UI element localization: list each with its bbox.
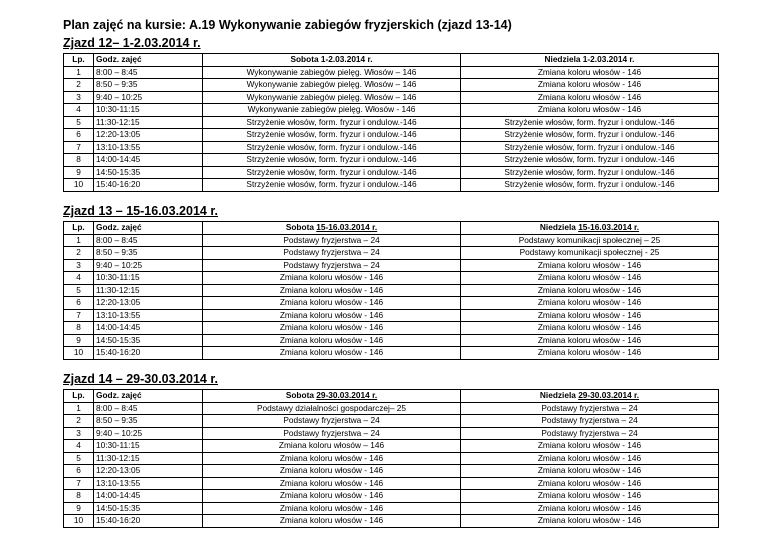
header-saturday-prefix: Sobota (285, 222, 317, 233)
header-sunday (461, 222, 719, 235)
table-row (64, 297, 719, 310)
cell-sunday: Zmiana koloru włosów - 146 (461, 91, 719, 104)
table-row (64, 347, 719, 360)
cell-saturday: Zmiana koloru włosów - 146 (203, 322, 461, 335)
header-sunday: Niedziela 1-2.03.2014 r. (461, 54, 719, 67)
cell-lp: 1 (64, 66, 94, 79)
table-row (64, 427, 719, 440)
table-row (64, 284, 719, 297)
cell-saturday: Podstawy fryzjerstwa – 24 (203, 259, 461, 272)
table-row (64, 440, 719, 453)
header-saturday: Sobota 1-2.03.2014 r. (203, 54, 461, 67)
cell-time: 14:00-14:45 (94, 322, 203, 335)
header-lp: Lp. (64, 222, 94, 235)
cell-saturday: Podstawy fryzjerstwa – 24 (203, 234, 461, 247)
cell-saturday: Zmiana koloru włosów - 146 (203, 297, 461, 310)
table-header-row (64, 222, 719, 235)
cell-lp: 5 (64, 452, 94, 465)
cell-sunday: Strzyżenie włosów, form. fryzur i ondulow.-146 (461, 141, 719, 154)
cell-time: 8:00 – 8:45 (94, 66, 203, 79)
schedule-table-zjazd-14 (63, 389, 719, 528)
cell-sunday: Zmiana koloru włosów - 146 (461, 452, 719, 465)
cell-saturday: Strzyżenie włosów, form. fryzur i ondulow.-146 (203, 116, 461, 129)
cell-lp: 3 (64, 427, 94, 440)
cell-lp: 2 (64, 79, 94, 92)
cell-sunday: Zmiana koloru włosów - 146 (461, 440, 719, 453)
cell-saturday: Podstawy fryzjerstwa – 24 (203, 247, 461, 260)
table-row (64, 465, 719, 478)
cell-lp: 1 (64, 234, 94, 247)
cell-sunday: Strzyżenie włosów, form. fryzur i ondulow.-146 (461, 116, 719, 129)
cell-lp: 9 (64, 502, 94, 515)
cell-saturday: Zmiana koloru włosów - 146 (203, 502, 461, 515)
cell-time: 8:50 – 9:35 (94, 79, 203, 92)
cell-lp: 3 (64, 259, 94, 272)
header-saturday-date: 29-30.03.2014 r. (316, 390, 378, 401)
cell-time: 12:20-13:05 (94, 465, 203, 478)
table-header-row (64, 390, 719, 403)
cell-sunday: Zmiana koloru włosów - 146 (461, 66, 719, 79)
table-row (64, 166, 719, 179)
cell-lp: 8 (64, 490, 94, 503)
cell-sunday: Zmiana koloru włosów - 146 (461, 347, 719, 360)
table-row (64, 129, 719, 142)
header-saturday (203, 390, 461, 403)
cell-lp: 4 (64, 104, 94, 117)
header-lp: Lp. (64, 54, 94, 67)
table-row (64, 104, 719, 117)
cell-time: 14:50-15:35 (94, 334, 203, 347)
table-row (64, 515, 719, 528)
cell-time: 14:00-14:45 (94, 154, 203, 167)
table-row (64, 502, 719, 515)
cell-sunday: Podstawy komunikacji społecznej - 25 (461, 247, 719, 260)
table-row (64, 141, 719, 154)
cell-sunday: Zmiana koloru włosów - 146 (461, 284, 719, 297)
cell-saturday: Wykonywanie zabiegów pielęg. Włosów – 146 (203, 91, 461, 104)
cell-lp: 8 (64, 322, 94, 335)
schedule-table-zjazd-13 (63, 221, 719, 360)
table-row (64, 116, 719, 129)
header-time: Godz. zajęć (94, 390, 203, 403)
cell-saturday: Wykonywanie zabiegów pielęg. Włosów – 146 (203, 79, 461, 92)
cell-time: 8:50 – 9:35 (94, 247, 203, 260)
cell-lp: 7 (64, 309, 94, 322)
cell-time: 14:50-15:35 (94, 166, 203, 179)
cell-sunday: Podstawy komunikacji społecznej – 25 (461, 234, 719, 247)
cell-time: 11:30-12:15 (94, 452, 203, 465)
cell-sunday: Zmiana koloru włosów - 146 (461, 502, 719, 515)
cell-lp: 8 (64, 154, 94, 167)
cell-lp: 10 (64, 515, 94, 528)
cell-time: 11:30-12:15 (94, 116, 203, 129)
cell-saturday: Wykonywanie zabiegów pielęg. Włosów - 146 (203, 104, 461, 117)
table-row (64, 154, 719, 167)
table-row (64, 66, 719, 79)
cell-lp: 2 (64, 415, 94, 428)
header-sunday-prefix: Niedziela (539, 390, 579, 401)
cell-time: 13:10-13:55 (94, 141, 203, 154)
cell-time: 10:30-11:15 (94, 272, 203, 285)
cell-saturday: Podstawy działalności gospodarczej– 25 (203, 402, 461, 415)
cell-time: 15:40-16:20 (94, 347, 203, 360)
cell-saturday: Zmiana koloru włosów - 146 (203, 465, 461, 478)
cell-saturday: Zmiana koloru włosów - 146 (203, 284, 461, 297)
cell-saturday: Zmiana koloru włosów - 146 (203, 272, 461, 285)
cell-lp: 6 (64, 297, 94, 310)
cell-saturday: Zmiana koloru włosów - 146 (203, 309, 461, 322)
cell-saturday: Zmiana koloru włosów - 146 (203, 515, 461, 528)
cell-time: 13:10-13:55 (94, 477, 203, 490)
cell-saturday: Podstawy fryzjerstwa – 24 (203, 415, 461, 428)
cell-saturday: Zmiana koloru włosów - 146 (203, 490, 461, 503)
cell-sunday: Podstawy fryzjerstwa – 24 (461, 402, 719, 415)
cell-sunday: Podstawy fryzjerstwa – 24 (461, 415, 719, 428)
cell-lp: 3 (64, 91, 94, 104)
table-row (64, 490, 719, 503)
cell-sunday: Zmiana koloru włosów - 146 (461, 515, 719, 528)
cell-time: 13:10-13:55 (94, 309, 203, 322)
document-title: Plan zajęć na kursie: A.19 Wykonywanie zabiegów fryzjerskich (zjazd 13-14) (63, 18, 512, 32)
table-row (64, 247, 719, 260)
cell-saturday: Zmiana koloru włosów – 146 (203, 440, 461, 453)
cell-time: 15:40-16:20 (94, 515, 203, 528)
header-sunday-prefix: Niedziela (539, 222, 579, 233)
cell-sunday: Strzyżenie włosów, form. fryzur i ondulow.-146 (461, 129, 719, 142)
table-row (64, 322, 719, 335)
cell-time: 8:00 – 8:45 (94, 234, 203, 247)
section-title-zjazd-14: Zjazd 14 – 29-30.03.2014 r. (63, 372, 218, 386)
cell-sunday: Zmiana koloru włosów - 146 (461, 104, 719, 117)
cell-sunday: Zmiana koloru włosów - 146 (461, 297, 719, 310)
cell-saturday: Strzyżenie włosów, form. fryzur i ondulow.-146 (203, 166, 461, 179)
header-sunday-date: 29-30.03.2014 r. (578, 390, 640, 401)
table-row (64, 334, 719, 347)
cell-lp: 2 (64, 247, 94, 260)
header-sunday (461, 390, 719, 403)
cell-time: 12:20-13:05 (94, 129, 203, 142)
header-time: Godz. zajęć (94, 54, 203, 67)
cell-sunday: Zmiana koloru włosów - 146 (461, 322, 719, 335)
cell-sunday: Zmiana koloru włosów - 146 (461, 309, 719, 322)
cell-sunday: Zmiana koloru włosów - 146 (461, 272, 719, 285)
cell-saturday: Strzyżenie włosów, form. fryzur i ondulow.-146 (203, 179, 461, 192)
cell-time: 12:20-13:05 (94, 297, 203, 310)
cell-lp: 7 (64, 477, 94, 490)
cell-sunday: Zmiana koloru włosów - 146 (461, 465, 719, 478)
header-saturday-prefix: Sobota (285, 390, 317, 401)
cell-lp: 4 (64, 272, 94, 285)
cell-time: 10:30-11:15 (94, 104, 203, 117)
table-row (64, 79, 719, 92)
table-row (64, 402, 719, 415)
cell-time: 9:40 – 10:25 (94, 427, 203, 440)
table-row (64, 309, 719, 322)
header-time: Godz. zajęć (94, 222, 203, 235)
cell-sunday: Zmiana koloru włosów - 146 (461, 490, 719, 503)
table-row (64, 415, 719, 428)
cell-time: 9:40 – 10:25 (94, 259, 203, 272)
table-row (64, 179, 719, 192)
cell-lp: 10 (64, 347, 94, 360)
table-row (64, 272, 719, 285)
cell-time: 15:40-16:20 (94, 179, 203, 192)
table-row (64, 91, 719, 104)
cell-saturday: Zmiana koloru włosów - 146 (203, 347, 461, 360)
cell-lp: 9 (64, 334, 94, 347)
cell-saturday: Strzyżenie włosów, form. fryzur i ondulow.-146 (203, 154, 461, 167)
section-title-zjazd-12: Zjazd 12– 1-2.03.2014 r. (63, 36, 201, 50)
table-row (64, 452, 719, 465)
cell-time: 10:30-11:15 (94, 440, 203, 453)
cell-time: 11:30-12:15 (94, 284, 203, 297)
header-lp: Lp. (64, 390, 94, 403)
cell-lp: 5 (64, 116, 94, 129)
cell-time: 14:50-15:35 (94, 502, 203, 515)
cell-saturday: Strzyżenie włosów, form. fryzur i ondulow.-146 (203, 141, 461, 154)
table-row (64, 259, 719, 272)
cell-lp: 4 (64, 440, 94, 453)
cell-sunday: Strzyżenie włosów, form. fryzur i ondulow.-146 (461, 179, 719, 192)
table-header-row (64, 54, 719, 67)
table-row (64, 234, 719, 247)
cell-saturday: Wykonywanie zabiegów pielęg. Włosów – 146 (203, 66, 461, 79)
cell-time: 9:40 – 10:25 (94, 91, 203, 104)
cell-sunday: Zmiana koloru włosów - 146 (461, 477, 719, 490)
header-saturday-date: 15-16.03.2014 r. (316, 222, 378, 233)
cell-time: 8:00 – 8:45 (94, 402, 203, 415)
table-row (64, 477, 719, 490)
cell-time: 14:00-14:45 (94, 490, 203, 503)
cell-sunday: Zmiana koloru włosów - 146 (461, 259, 719, 272)
section-title-zjazd-13: Zjazd 13 – 15-16.03.2014 r. (63, 204, 218, 218)
cell-sunday: Podstawy fryzjerstwa – 24 (461, 427, 719, 440)
cell-lp: 7 (64, 141, 94, 154)
cell-saturday: Podstawy fryzjerstwa – 24 (203, 427, 461, 440)
cell-saturday: Strzyżenie włosów, form. fryzur i ondulow.-146 (203, 129, 461, 142)
cell-lp: 5 (64, 284, 94, 297)
header-sunday-date: 15-16.03.2014 r. (578, 222, 640, 233)
cell-saturday: Zmiana koloru włosów - 146 (203, 452, 461, 465)
cell-lp: 6 (64, 129, 94, 142)
cell-time: 8:50 – 9:35 (94, 415, 203, 428)
cell-sunday: Strzyżenie włosów, form. fryzur i ondulow.-146 (461, 154, 719, 167)
schedule-table-zjazd-12 (63, 53, 719, 192)
cell-saturday: Zmiana koloru włosów - 146 (203, 334, 461, 347)
cell-lp: 1 (64, 402, 94, 415)
cell-sunday: Zmiana koloru włosów - 146 (461, 79, 719, 92)
cell-sunday: Zmiana koloru włosów - 146 (461, 334, 719, 347)
cell-saturday: Zmiana koloru włosów - 146 (203, 477, 461, 490)
cell-lp: 9 (64, 166, 94, 179)
cell-sunday: Strzyżenie włosów, form. fryzur i ondulow.-146 (461, 166, 719, 179)
cell-lp: 10 (64, 179, 94, 192)
cell-lp: 6 (64, 465, 94, 478)
header-saturday (203, 222, 461, 235)
